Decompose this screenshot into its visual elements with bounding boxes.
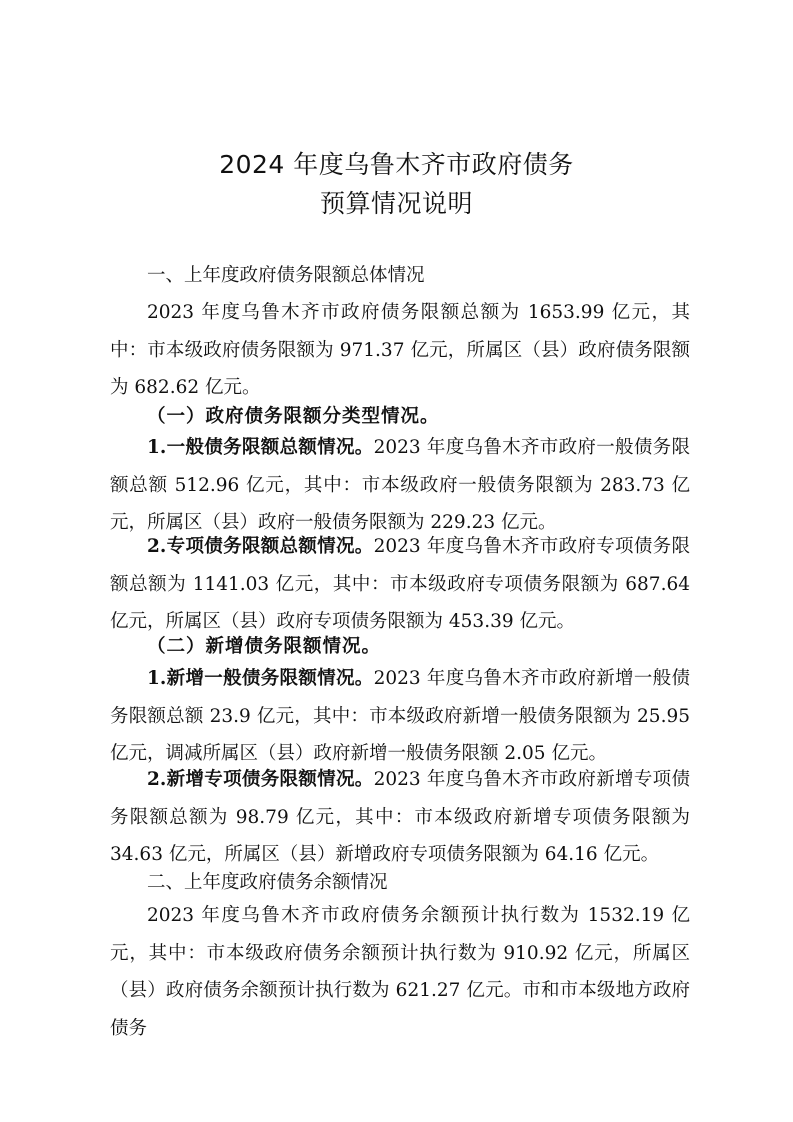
item4-text: 2023 年度乌鲁木齐市政府新增专项债务限额总额为 98.79 亿元，其中：市本级政府新增专项债务限额为 34.63 亿元，所属区（县）新增政府专项债务限额为 64.16 亿元。 <box>110 769 690 865</box>
subsection1-heading: （一）政府债务限额分类型情况。 <box>147 406 440 427</box>
document-title-line1: 2024 年度乌鲁木齐市政府债务 <box>219 150 574 179</box>
section2-paragraph: 2023 年度乌鲁木齐市政府债务余额预计执行数为 1532.19 亿元，其中：市本级政府债务余额预计执行数为 910.92 亿元，所属区（县）政府债务余额预计执行数为 621.27 亿元。市和市本级地方政府债务 <box>110 905 690 1039</box>
item2-text: 2023 年度乌鲁木齐市政府专项债务限额总额为 1141.03 亿元，其中：市本级政府专项债务限额为 687.64 亿元，所属区（县）政府专项债务限额为 453.39 亿元。 <box>110 536 690 632</box>
item3-lead: 1.新增一般债务限额情况。 <box>147 668 374 689</box>
item1-text: 2023 年度乌鲁木齐市政府一般债务限额总额 512.96 亿元，其中：市本级政府一般债务限额为 283.73 亿元，所属区（县）政府一般债务限额为 229.23 亿元。 <box>110 437 690 533</box>
document-title-line2: 预算情况说明 <box>319 189 473 218</box>
item4-lead: 2.新增专项债务限额情况。 <box>147 769 374 790</box>
item1-paragraph <box>110 429 690 542</box>
section1-heading: 一、上年度政府债务限额总体情况 <box>147 265 425 286</box>
section2-heading: 二、上年度政府债务余额情况 <box>147 872 388 893</box>
subsection2-heading: （二）新增债务限额情况。 <box>147 636 382 657</box>
section1-paragraph: 2023 年度乌鲁木齐市政府债务限额总额为 1653.99 亿元，其中：市本级政府债务限额为 971.37 亿元，所属区（县）政府债务限额为 682.62 亿元。 <box>110 302 690 398</box>
item3-text: 2023 年度乌鲁木齐市政府新增一般债务限额总额 23.9 亿元，其中：市本级政府新增一般债务限额为 25.95 亿元，调减所属区（县）政府新增一般债务限额 2.05 亿元。 <box>110 668 690 764</box>
item2-paragraph <box>110 528 690 641</box>
item4-paragraph <box>110 761 690 874</box>
item2-lead: 2.专项债务限额总额情况。 <box>147 536 374 557</box>
item1-lead: 1.一般债务限额总额情况。 <box>147 437 374 458</box>
item3-paragraph <box>110 660 690 773</box>
